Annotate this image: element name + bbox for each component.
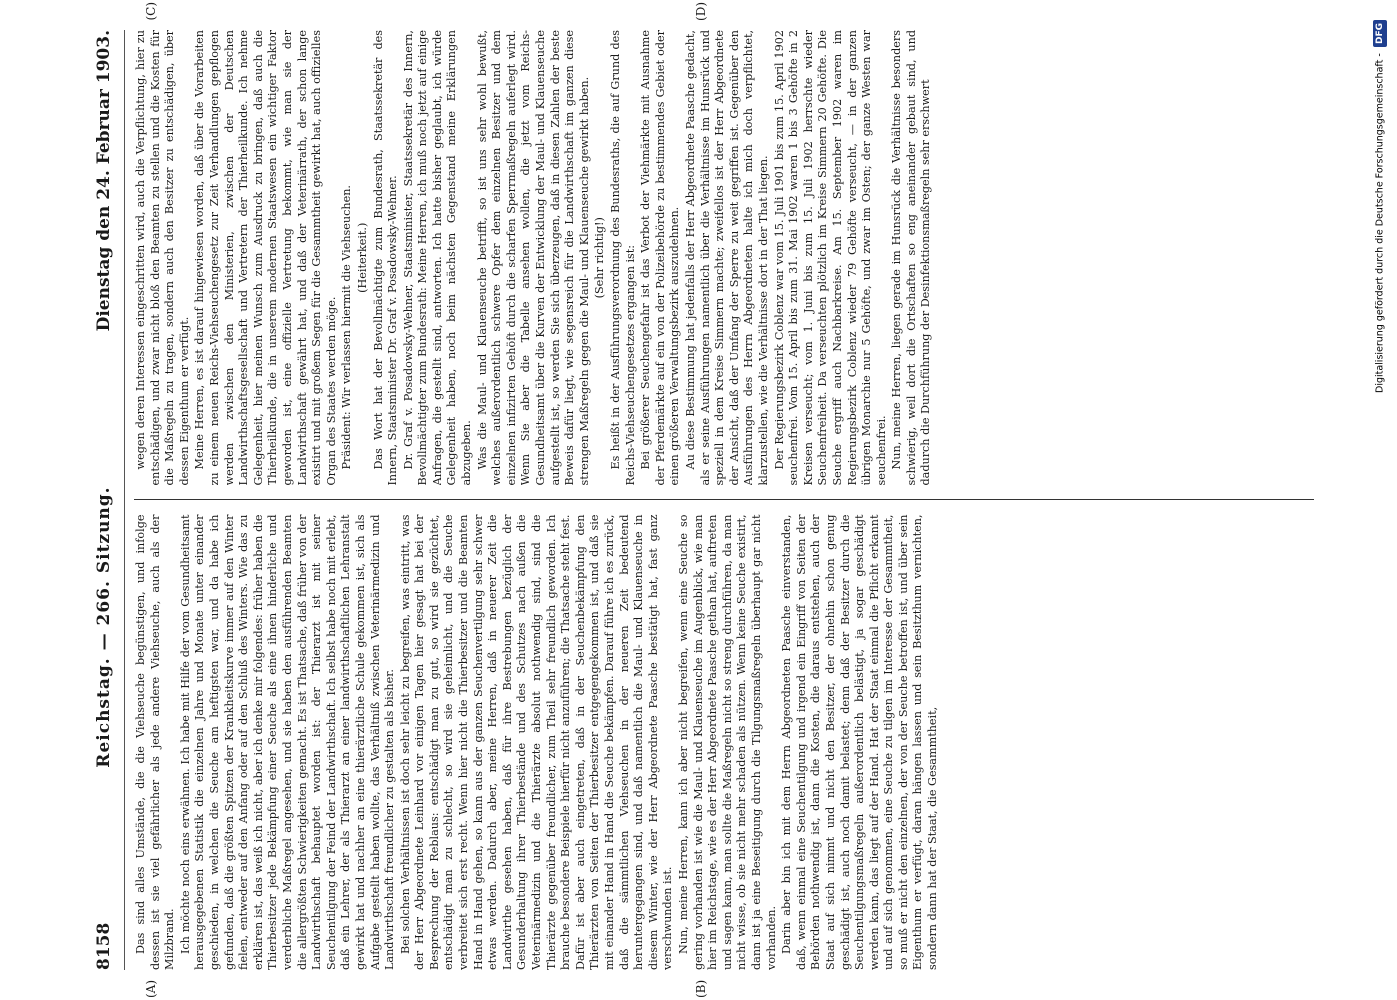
left-column xyxy=(134,515,1314,971)
paragraph: Das Wort hat der Bevollmächtigte zum Bundesrath, Staatssekretär des Innern, Staatsminister Dr. Graf v. Posadowsky-Wehner. xyxy=(371,30,399,486)
paragraph: Darin aber bin ich mit dem Herrn Abgeordneten Paasche einverstanden, daß, wenn einmal eine Seuchentilgung und irgend ein Eingriff von Seiten der Behörden nothwendig ist, dann die Kosten, die daraus entstehen, auch der Staat auf sich nimmt und nicht den Besitzer, der ohnehin schon genug geschädigt ist, auch noch damit belastet; denn daß der Besitzer durch die Seuchentilgungsmaßregeln außerordentlich belästigt, ja sogar geschädigt werden kann, das liegt auf der Hand. Hat der Staat einmal die Pflicht erkannt und auf sich genommen, eine Seuche zu tilgen im Interesse der Gesammtheit, so muß er nicht den einzelnen, der von der Seuche betroffen ist, und über sein Eigenthum er verfügt, daran hängen lassen und sein Besitzthum vernichten, sondern dann hat der Staat, die Gesammtheit, xyxy=(779,514,939,970)
session-title: Reichstag. — 266. Sitzung. xyxy=(93,486,114,768)
page-number: 8158 xyxy=(93,922,114,970)
dfg-logo: DFG xyxy=(1373,20,1387,47)
paragraph: Dr. Graf v. Posadowsky-Wehner, Staatsminister, Staatssekretär des Innern, Bevollmächtigter zum Bundesrath: Meine Herren, ich muß noch jetzt auf einige Anfragen, die gestellt sind, antworten. Ich hatte bisher geglaubt, ich würde Gelegenheit haben, noch beim nächsten Gegenstand meine Erklärungen abzugeben. xyxy=(401,30,473,486)
paragraph: Bei solchen Verhältnissen ist doch sehr leicht zu begreifen, was eintritt, was der Herr Abgeordnete Leinhard vor einigen Tagen hier gesagt hat bei der Besprechung der Reblaus: entschädigt man zu gut, so wird sie gezüchtet, entschädigt man zu schlecht, so wird sie geheimlicht, und die Seuche verbreitet sich erst recht. Wenn hier nicht die Thierbesitzer und die Beamten Hand in Hand gehen, so kann aus der ganzen Seuchenvertilgung sehr schwer etwas werden. Dadurch aber, meine Herren, daß in neuerer Zeit die Landwirthe gesehen haben, daß für ihre Bestrebungen bezüglich der Gesunderhaltung ihrer Thierbestände und des Schutzes nach außen die Veterinärmedizin und die Thierärzte absolut nothwendig sind, sind die Thierärzte gegenüber freundlicher, zum Theil sehr freundlich geworden. Ich brauche besondere Beispiele hierfür nicht anzuführen; die Thatsache steht fest. Dafür ist aber auch eingetreten, daß in der Seuchenbekämpfung den Thierärzten von Seiten der Thierbesitzer entgegengekommen ist, und daß sie mit einander Hand in Hand die Seuche bekämpfen. Darauf führe ich es zurück, daß die sämmtlichen Viehseuchen in der neueren Zeit bedeutend heruntergegangen sind, und daß namentlich die Maul- und Klauenseuche in diesem Winter, wie der Herr Abgeordnete Paasche bestätigt hat, fast ganz verschwunden ist. xyxy=(398,514,674,970)
margin-letter-a: (A) xyxy=(143,979,158,998)
running-head xyxy=(84,30,125,970)
credit-text: Digitalisierung gefördert durch die Deutsche Forschungsgemeinschaft - xyxy=(1374,53,1386,393)
right-column xyxy=(134,30,1314,486)
paragraph: Es heißt in der Ausführungsverordnung des Bundesraths, die auf Grund des Reichs-Viehseuchengesetzes ergangen ist: xyxy=(608,30,637,486)
paragraph: Nun, meine Herren, kann ich aber nicht begreifen, wenn eine Seuche so gering vorhanden ist wie die Maul- und Klauenseuche im Augenblick, wie man hier im Reichstage, wie es der Herr Abgeordnete Paasche gethan hat, auftreten und sagen kann, man sollte die Maßregeln nicht so streng durchführen, da man nicht wisse, ob sie nicht mehr schaden als nützen. Wenn keine Seuche existirt, dann ist ja eine Beseitigung durch die Tilgungsmaßregeln überhaupt gar nicht vorhanden. xyxy=(676,514,778,970)
paragraph: (Sehr richtig!) xyxy=(592,217,606,299)
digitization-credit xyxy=(1369,20,1391,980)
margin-letter-b: (B) xyxy=(693,979,708,998)
paragraph: (Heiterkeit.) xyxy=(355,222,369,293)
paragraph: Au diese Bestimmung hat jedenfalls der Herr Abgeordnete Paasche gedacht, als er seine Ausführungen namentlich über die Verhältnisse im Hunsrück und speziell in dem Kreise Simmern machte; zweifellos ist der Herr Abgeordnete der Ansicht, daß der Umfang der Sperre zu weit gegriffen ist. Gegenüber den Ausführungen des Herrn Abgeordneten halte ich mich doch verpflichtet, klarzustellen, wie die Verhältnisse dort in der That liegen. xyxy=(683,30,770,486)
paragraph: Präsident: Wir verlassen hiermit die Viehseuchen. xyxy=(339,185,353,470)
paragraph: Was die Maul- und Klauenseuche betrifft, so ist uns sehr wohl bewußt, welches außerordentlich schwere Opfer dem einzelnen Besitzer und dem einzelnen infizirten Gehöft durch die scharfen Sperrmaßregeln auferlegt wird. Wenn Sie aber die Tabelle ansehen wollen, die jetzt vom Reichs-Gesundheitsamt über die Kurven der Entwicklung der Maul- und Klauenseuche aufgestellt ist, so werden Sie sich überzeugen, daß in diesen Zahlen der beste Beweis dafür liegt, wie segensreich für die Landwirthschaft im ganzen diese strengen Maßregeln gegen die Maul- und Klauenseuche gewirkt haben. xyxy=(475,30,591,486)
paragraph: Meine Herren, es ist darauf hingewiesen worden, daß über die Vorarbeiten zu einem neuen Reichs-Viehseuchengesetz zur Zeit Verhandlungen gepflogen werden zwischen den Ministerien, zwischen der Deutschen Landwirthschaftsgesellschaft und Vertretern der Thierheilkunde. Ich nehme Gelegenheit, hier meinen Wunsch zum Ausdruck zu bringen, daß auch die Thierheilkunde, die in unserem modernen Staatswesen ein wichtiger Faktor geworden ist, eine offizielle Vertretung bekommt, wie man sie der Landwirthschaft gewährt hat, und daß der Veterinärrath, der schon lange existirt und mit großem Segen für die Gesammtheit gewirkt hat, auch offizielles Organ des Staates werden möge. xyxy=(192,30,338,486)
column-rule xyxy=(134,500,1314,501)
paragraph: wegen deren Interessen eingeschritten wird, auch die Verpflichtung, hier zu entschädigen, und zwar nicht bloß den Beamten zu stellen und die Kosten für die Maßregeln zu tragen, sondern auch den Besitzer zu entschädigen, über dessen Eigenthum er verfügt. xyxy=(133,30,191,486)
document-page xyxy=(54,0,1344,1000)
paragraph: Ich möchte noch eins erwähnen. Ich habe mit Hilfe der vom Gesundheitsamt herausgegebenen Statistik die einzelnen Jahre und Monate unter einander geschieden, in welchen die Seuche am heftigsten war, und da habe ich gefunden, daß die größten Spitzen der Krankheitskurve immer auf den Winter fielen, entweder auf den Anfang oder auf den Schluß des Winters. Wie das zu erklären ist, das weiß ich nicht, aber ich denke mir folgendes: früher haben die Thierbesitzer jede Bekämpfung einer Seuche als eine ihnen hinderliche und verderbliche Maßregel angesehen, und sie haben den ausführenden Beamten die allergrößten Schwierigkeiten gemacht. Es ist Thatsache, daß früher von der Landwirthschaft behauptet worden ist: der Thierarzt ist mit seiner Seuchentilgung der Feind der Landwirthschaft. Ich selbst habe noch mit erlebt, daß ein Lehrer, der als Thierarzt an einer landwirthschaftlichen Lehranstalt gewirkt hat und nachher an eine thierärztliche Schule gekommen ist, sich als Aufgabe gestellt haben wollte, das Verhältniß zwischen Veterinärmedizin und Landwirthschaft freundlicher zu gestalten als bisher. xyxy=(178,514,396,970)
paragraph: Nun, meine Herren, liegen gerade im Hunsrück die Verhältnisse besonders schwierig, weil dort die Ortschaften so eng aneinander gebaut sind, und dadurch die Durchführung der Desinfektionsmaßregeln sehr erschwert xyxy=(889,30,932,486)
margin-letter-d: (D) xyxy=(693,2,708,21)
text-columns xyxy=(134,30,1314,970)
session-date: Dienstag den 24. Februar 1903. xyxy=(93,30,114,332)
margin-letter-c: (C) xyxy=(143,2,158,21)
paragraph: Das sind alles Umstände, die die Viehseuche begünstigen, und infolge dessen ist sie viel gefährlicher als jede andere Viehseuche, auch als der Milzbrand. xyxy=(133,514,176,970)
paragraph: Bei größerer Seuchengefahr ist das Verbot der Viehmärkte mit Ausnahme der Pferdemärkte auf ein von der Polizeibehörde zu bestimmendes Gebiet oder einen größeren Verwaltungsbezirk auszudehnen. xyxy=(638,30,681,486)
paragraph: Der Regierungsbezirk Coblenz war vom 15. Juli 1901 bis zum 15. April 1902 seuchenfrei. Vom 15. April bis zum 31. Mai 1902 waren 1 bis 3 Gehöfte in 2 Kreisen verseucht; vom 1. Juni bis zum 15. Juli 1902 herrschte wieder Seuchenfreiheit. Da verseuchten plötzlich im Kreise Simmern 20 Gehöfte. Die Seuche ergriff auch Nachbarkreise. Am 15. September 1902 waren im Regierungsbezirk Coblenz wieder 79 Gehöfte verseucht, — in der ganzen übrigen Monarchie nur 5 Gehöfte, und zwar im Osten; der ganze Westen war seuchenfrei. xyxy=(772,30,888,486)
